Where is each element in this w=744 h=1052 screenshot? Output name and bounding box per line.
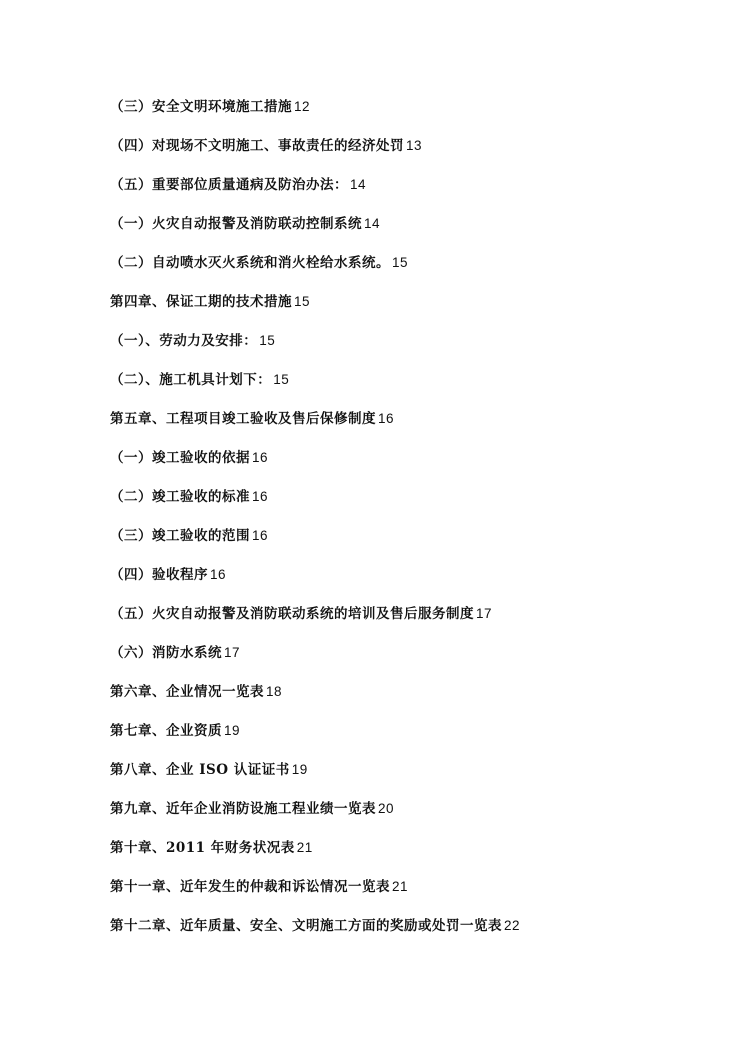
toc-entry-text: （二）自动喷水灭火系统和消火栓给水系统。 [110, 255, 390, 271]
toc-page-number: 16 [252, 450, 269, 465]
toc-entry[interactable] [110, 368, 289, 392]
toc-page-number: 15 [392, 255, 409, 270]
toc-chapter-entry[interactable] [110, 290, 310, 314]
toc-entry-text: （五）重要部位质量通病及防治办法： [110, 177, 348, 193]
toc-page-number: 21 [296, 840, 313, 855]
toc-page-number: 16 [252, 489, 269, 504]
toc-entry-text: （三）安全文明环境施工措施 [110, 99, 292, 115]
toc-entry[interactable] [110, 95, 310, 119]
toc-entry[interactable] [110, 485, 268, 509]
toc-entry-text: （二）竣工验收的标准 [110, 489, 250, 505]
toc-page-number: 19 [224, 723, 241, 738]
toc-entry-text: 第十二章、近年质量、安全、文明施工方面的奖励或处罚一览表 [110, 918, 502, 934]
toc-entry-text: （一）、劳动力及安排： [110, 333, 258, 349]
toc-page-number: 13 [406, 138, 423, 153]
toc-entry[interactable] [110, 563, 226, 587]
toc-entry-text: 第十一章、近年发生的仲裁和诉讼情况一览表 [110, 879, 390, 895]
toc-entry-text: （一）竣工验收的依据 [110, 450, 250, 466]
toc-entry-text: （五）火灾自动报警及消防联动系统的培训及售后服务制度 [110, 606, 474, 622]
toc-entry[interactable] [110, 134, 422, 158]
toc-entry[interactable] [110, 212, 380, 236]
toc-entry-text: （六）消防水系统 [110, 645, 222, 661]
toc-entry-text: （一）火灾自动报警及消防联动控制系统 [110, 216, 362, 232]
toc-page-number: 15 [273, 372, 290, 387]
toc-entry-text: 第七章、企业资质 [110, 723, 222, 739]
toc-chapter-entry[interactable] [110, 914, 520, 938]
toc-page-number: 16 [252, 528, 269, 543]
toc-chapter-entry[interactable] [110, 407, 394, 431]
toc-page-number: 16 [210, 567, 227, 582]
toc-entry-text: （二）、施工机具计划下： [110, 372, 272, 388]
toc-page-number: 17 [476, 606, 493, 621]
toc-page-number: 20 [378, 801, 395, 816]
toc-chapter-entry[interactable] [110, 797, 394, 821]
toc-entry[interactable] [110, 173, 366, 197]
toc-page-number: 19 [291, 762, 308, 777]
toc-chapter-entry[interactable] [110, 719, 240, 743]
toc-page-number: 15 [259, 333, 276, 348]
toc-entry[interactable] [110, 524, 268, 548]
toc-entry-text: 第五章、工程项目竣工验收及售后保修制度 [110, 411, 376, 427]
toc-entry[interactable] [110, 641, 240, 665]
toc-entry[interactable] [110, 446, 268, 470]
toc-chapter-entry[interactable] [110, 758, 308, 782]
toc-page-number: 15 [294, 294, 311, 309]
toc-entry-text: 第十章、2011 年财务状况表 [110, 840, 295, 856]
toc-page-number: 17 [224, 645, 241, 660]
toc-page-number: 22 [504, 918, 521, 933]
toc-chapter-entry[interactable] [110, 680, 282, 704]
toc-entry-text: （四）对现场不文明施工、事故责任的经济处罚 [110, 138, 404, 154]
toc-chapter-entry[interactable] [110, 836, 313, 860]
toc-entry-text: 第八章、企业 ISO 认证证书 [110, 762, 290, 778]
toc-entry-text: 第六章、企业情况一览表 [110, 684, 264, 700]
toc-entry[interactable] [110, 329, 275, 353]
toc-entry-text: （四）验收程序 [110, 567, 208, 583]
toc-page-number: 21 [392, 879, 409, 894]
toc-chapter-entry[interactable] [110, 875, 408, 899]
toc-page-number: 14 [350, 177, 367, 192]
toc-entry-text: 第四章、保证工期的技术措施 [110, 294, 292, 310]
toc-page-number: 16 [378, 411, 395, 426]
toc-page-number: 12 [294, 99, 311, 114]
toc-entry[interactable] [110, 602, 492, 626]
toc-entry[interactable] [110, 251, 408, 275]
toc-page-number: 14 [364, 216, 381, 231]
toc-page-number: 18 [266, 684, 283, 699]
toc-entry-text: 第九章、近年企业消防设施工程业绩一览表 [110, 801, 376, 817]
toc-entry-text: （三）竣工验收的范围 [110, 528, 250, 544]
